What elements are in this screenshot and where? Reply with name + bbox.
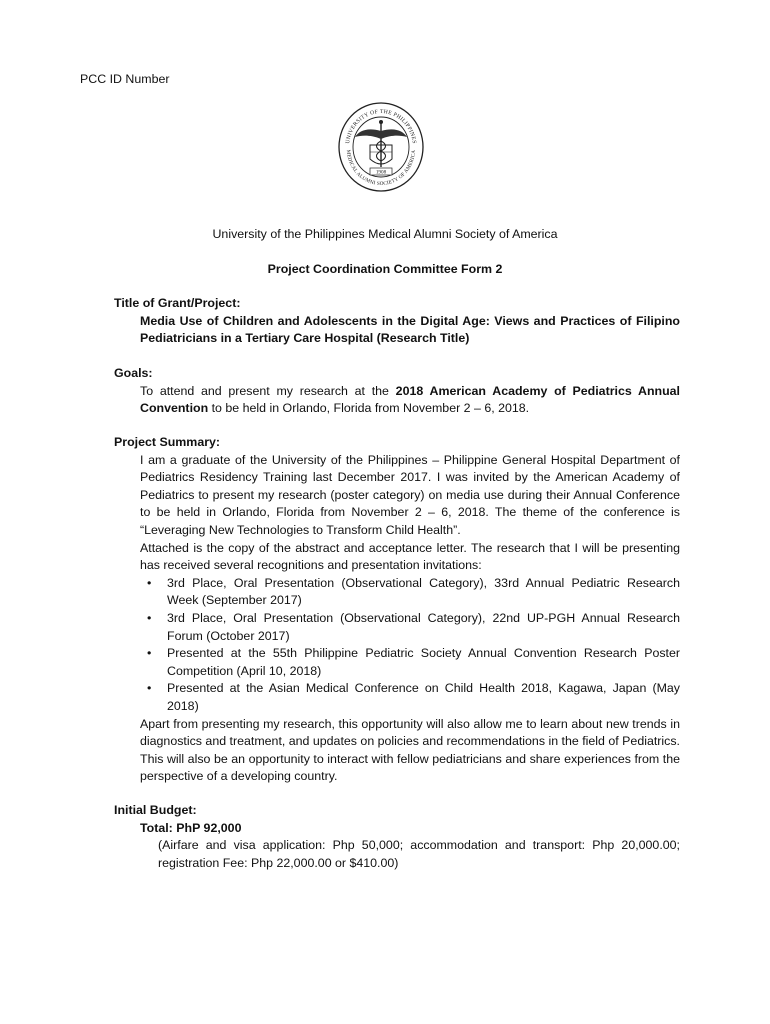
budget-heading: Initial Budget: [114, 803, 197, 817]
grant-section [114, 295, 680, 348]
convention-name: 2018 American Academy of Pediatrics Annual Convention [140, 383, 680, 416]
summary-paragraph-1: I am a graduate of the University of the Philippines – Philippine General Hospital Department of Pediatrics Residency Training last December 2017. I was invited by the American Academy of Pediatrics to present my research (poster category) on media use during their Annual Conference to be held in Orlando, Florida from November 2 – 6, 2018. The theme of the conference is “Leveraging New Technologies to Transform Child Health”. [140, 452, 680, 537]
pcc-id-label: PCC ID Number [80, 72, 170, 86]
bullet-icon: • [147, 575, 152, 590]
goals-heading: Goals: [114, 366, 153, 380]
list-item: • Presented at the Asian Medical Conference on Child Health 2018, Kagawa, Japan (May 2018) [147, 681, 680, 713]
svg-text:1908: 1908 [375, 169, 387, 176]
recognitions-list [140, 575, 680, 716]
summary-paragraph-2: Attached is the copy of the abstract and acceptance letter. The research that I will be presenting has received several recognitions and presentation invitations: [140, 540, 680, 573]
organization-name: University of the Philippines Medical Alumni Society of America [212, 227, 558, 241]
society-seal-logo [337, 101, 425, 193]
summary-paragraph-3: Apart from presenting my research, this opportunity will also allow me to learn about new trends in diagnostics and treatment, and updates on policies and recommendations in the field of Pediatrics. This will also be an opportunity to interact with fellow pediatricians and share experiences from the perspective of a developing country. [140, 716, 681, 784]
budget-total: Total: PhP 92,000 [140, 820, 242, 835]
grant-title: Media Use of Children and Adolescents in the Digital Age: Views and Practices of Filipino Pediatricians in a Tertiary Care Hospital (Research Title) [140, 313, 680, 346]
summary-heading: Project Summary: [114, 435, 221, 449]
svg-text:UNIVERSITY OF THE PHILIPPINES: UNIVERSITY OF THE PHILIPPINES [345, 108, 417, 145]
budget-details: (Airfare and visa application: Php 50,000; accommodation and transport: Php 20,000.00; registration Fee: Php 22,000.00 or $410.00) [158, 838, 680, 870]
summary-section [114, 434, 680, 786]
grant-heading: Title of Grant/Project: [114, 296, 241, 310]
bullet-icon: • [147, 610, 152, 625]
goals-section [114, 365, 680, 418]
goals-text: To attend and present my research at the 2018 American Academy of Pediatrics Annual Convention to be held in Orlando, Florida from November 2 – 6, 2018. [140, 383, 680, 416]
budget-section [114, 802, 680, 872]
form-title: Project Coordination Committee Form 2 [267, 262, 503, 276]
svg-text:MEDICAL ALUMNI SOCIETY OF AMER: MEDICAL ALUMNI SOCIETY OF AMERICA [344, 149, 418, 188]
bullet-icon: • [147, 646, 152, 661]
list-item: • Presented at the 55th Philippine Pediatric Society Annual Convention Research Poster Competition (April 10, 2018) [147, 646, 680, 678]
bullet-icon: • [147, 681, 152, 696]
list-item: • 3rd Place, Oral Presentation (Observational Category), 22nd UP-PGH Annual Research Forum (October 2017) [147, 610, 680, 643]
list-item: • 3rd Place, Oral Presentation (Observational Category), 33rd Annual Pediatric Research Week (September 2017) [147, 575, 680, 608]
